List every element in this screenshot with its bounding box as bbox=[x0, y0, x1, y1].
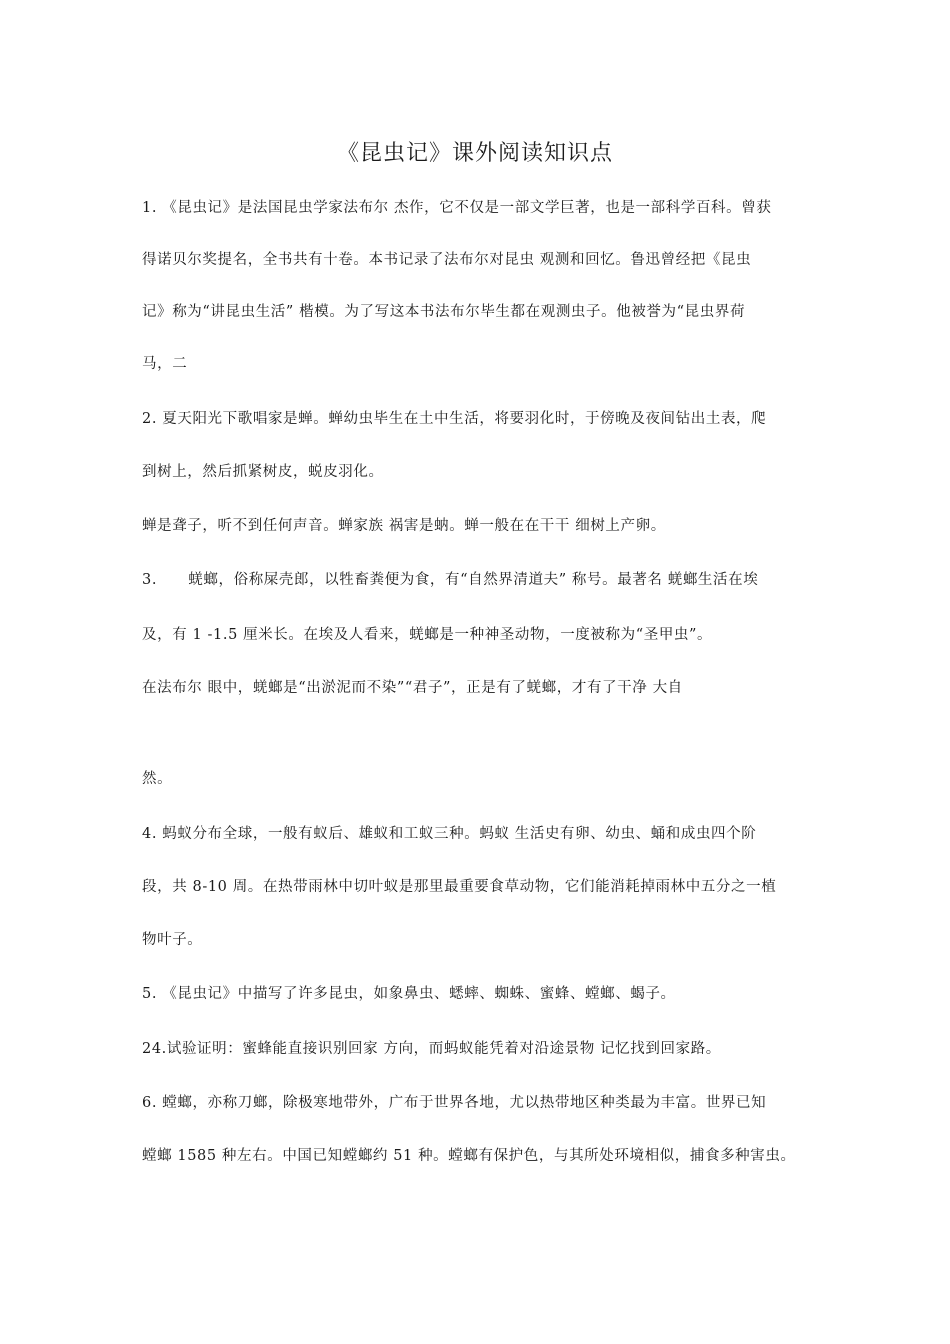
text-line: 6. 螳螂，亦称刀螂，除极寒地带外，广布于世界各地，尤以热带地区种类最为丰富。世界已知 bbox=[142, 1095, 767, 1111]
text-line: 段，共 8-10 周。在热带雨林中切叶蚁是那里最重要食草动物，它们能消耗掉雨林中五分之一植 bbox=[142, 879, 777, 895]
text-line: 螳螂 1585 种左右。中国已知螳螂约 51 种。螳螂有保护色，与其所处环境相似，捕食多种害虫。 bbox=[142, 1148, 796, 1164]
text-line: 及，有 1 -1.5 厘米长。在埃及人看来，蜣螂是一种神圣动物，一度被称为“圣甲虫”。 bbox=[142, 627, 713, 643]
text-line: 24.试验证明：蜜蜂能直接识别回家 方向，而蚂蚁能凭着对沿途景物 记忆找到回家路。 bbox=[142, 1041, 721, 1057]
text-line: 1. 《昆虫记》是法国昆虫学家法布尔 杰作，它不仅是一部文学巨著，也是一部科学百科。曾获 bbox=[142, 200, 772, 216]
text-line: 得诺贝尔奖提名，全书共有十卷。本书记录了法布尔对昆虫 观测和回忆。鲁迅曾经把《昆虫 bbox=[142, 252, 752, 268]
text-line: 3. 蜣螂，俗称屎壳郎，以牲畜粪便为食，有“自然界清道夫” 称号。最著名 蜣螂生活在埃 bbox=[142, 572, 759, 588]
text-line: 5. 《昆虫记》中描写了许多昆虫，如象鼻虫、蟋蟀、蜘蛛、蜜蜂、螳螂、蝎子。 bbox=[142, 986, 676, 1002]
text-line: 物叶子。 bbox=[142, 932, 203, 948]
document-title: 《昆虫记》课外阅读知识点 bbox=[336, 141, 613, 166]
text-line: 记》称为“讲昆虫生活” 楷模。为了写这本书法布尔毕生都在观测虫子。他被誉为“昆虫界荷 bbox=[142, 304, 746, 320]
text-line: 到树上，然后抓紧树皮，蜕皮羽化。 bbox=[142, 464, 384, 480]
text-line: 然。 bbox=[142, 771, 173, 787]
text-line: 在法布尔 眼中，蜣螂是“出淤泥而不染”“君子”，正是有了蜣螂，才有了干净 大自 bbox=[142, 680, 683, 696]
text-line: 4. 蚂蚁分布全球，一般有蚁后、雄蚁和工蚁三种。蚂蚁 生活史有卵、幼虫、蛹和成虫四个阶 bbox=[142, 826, 757, 842]
text-line: 蝉是聋子，听不到任何声音。蝉家族 祸害是蚋。蝉一般在在干干 细树上产卵。 bbox=[142, 518, 666, 534]
text-line: 马，二 bbox=[142, 356, 188, 372]
text-line: 2. 夏天阳光下歌唱家是蝉。蝉幼虫毕生在土中生活，将要羽化时，于傍晚及夜间钻出土表，爬 bbox=[142, 411, 767, 427]
